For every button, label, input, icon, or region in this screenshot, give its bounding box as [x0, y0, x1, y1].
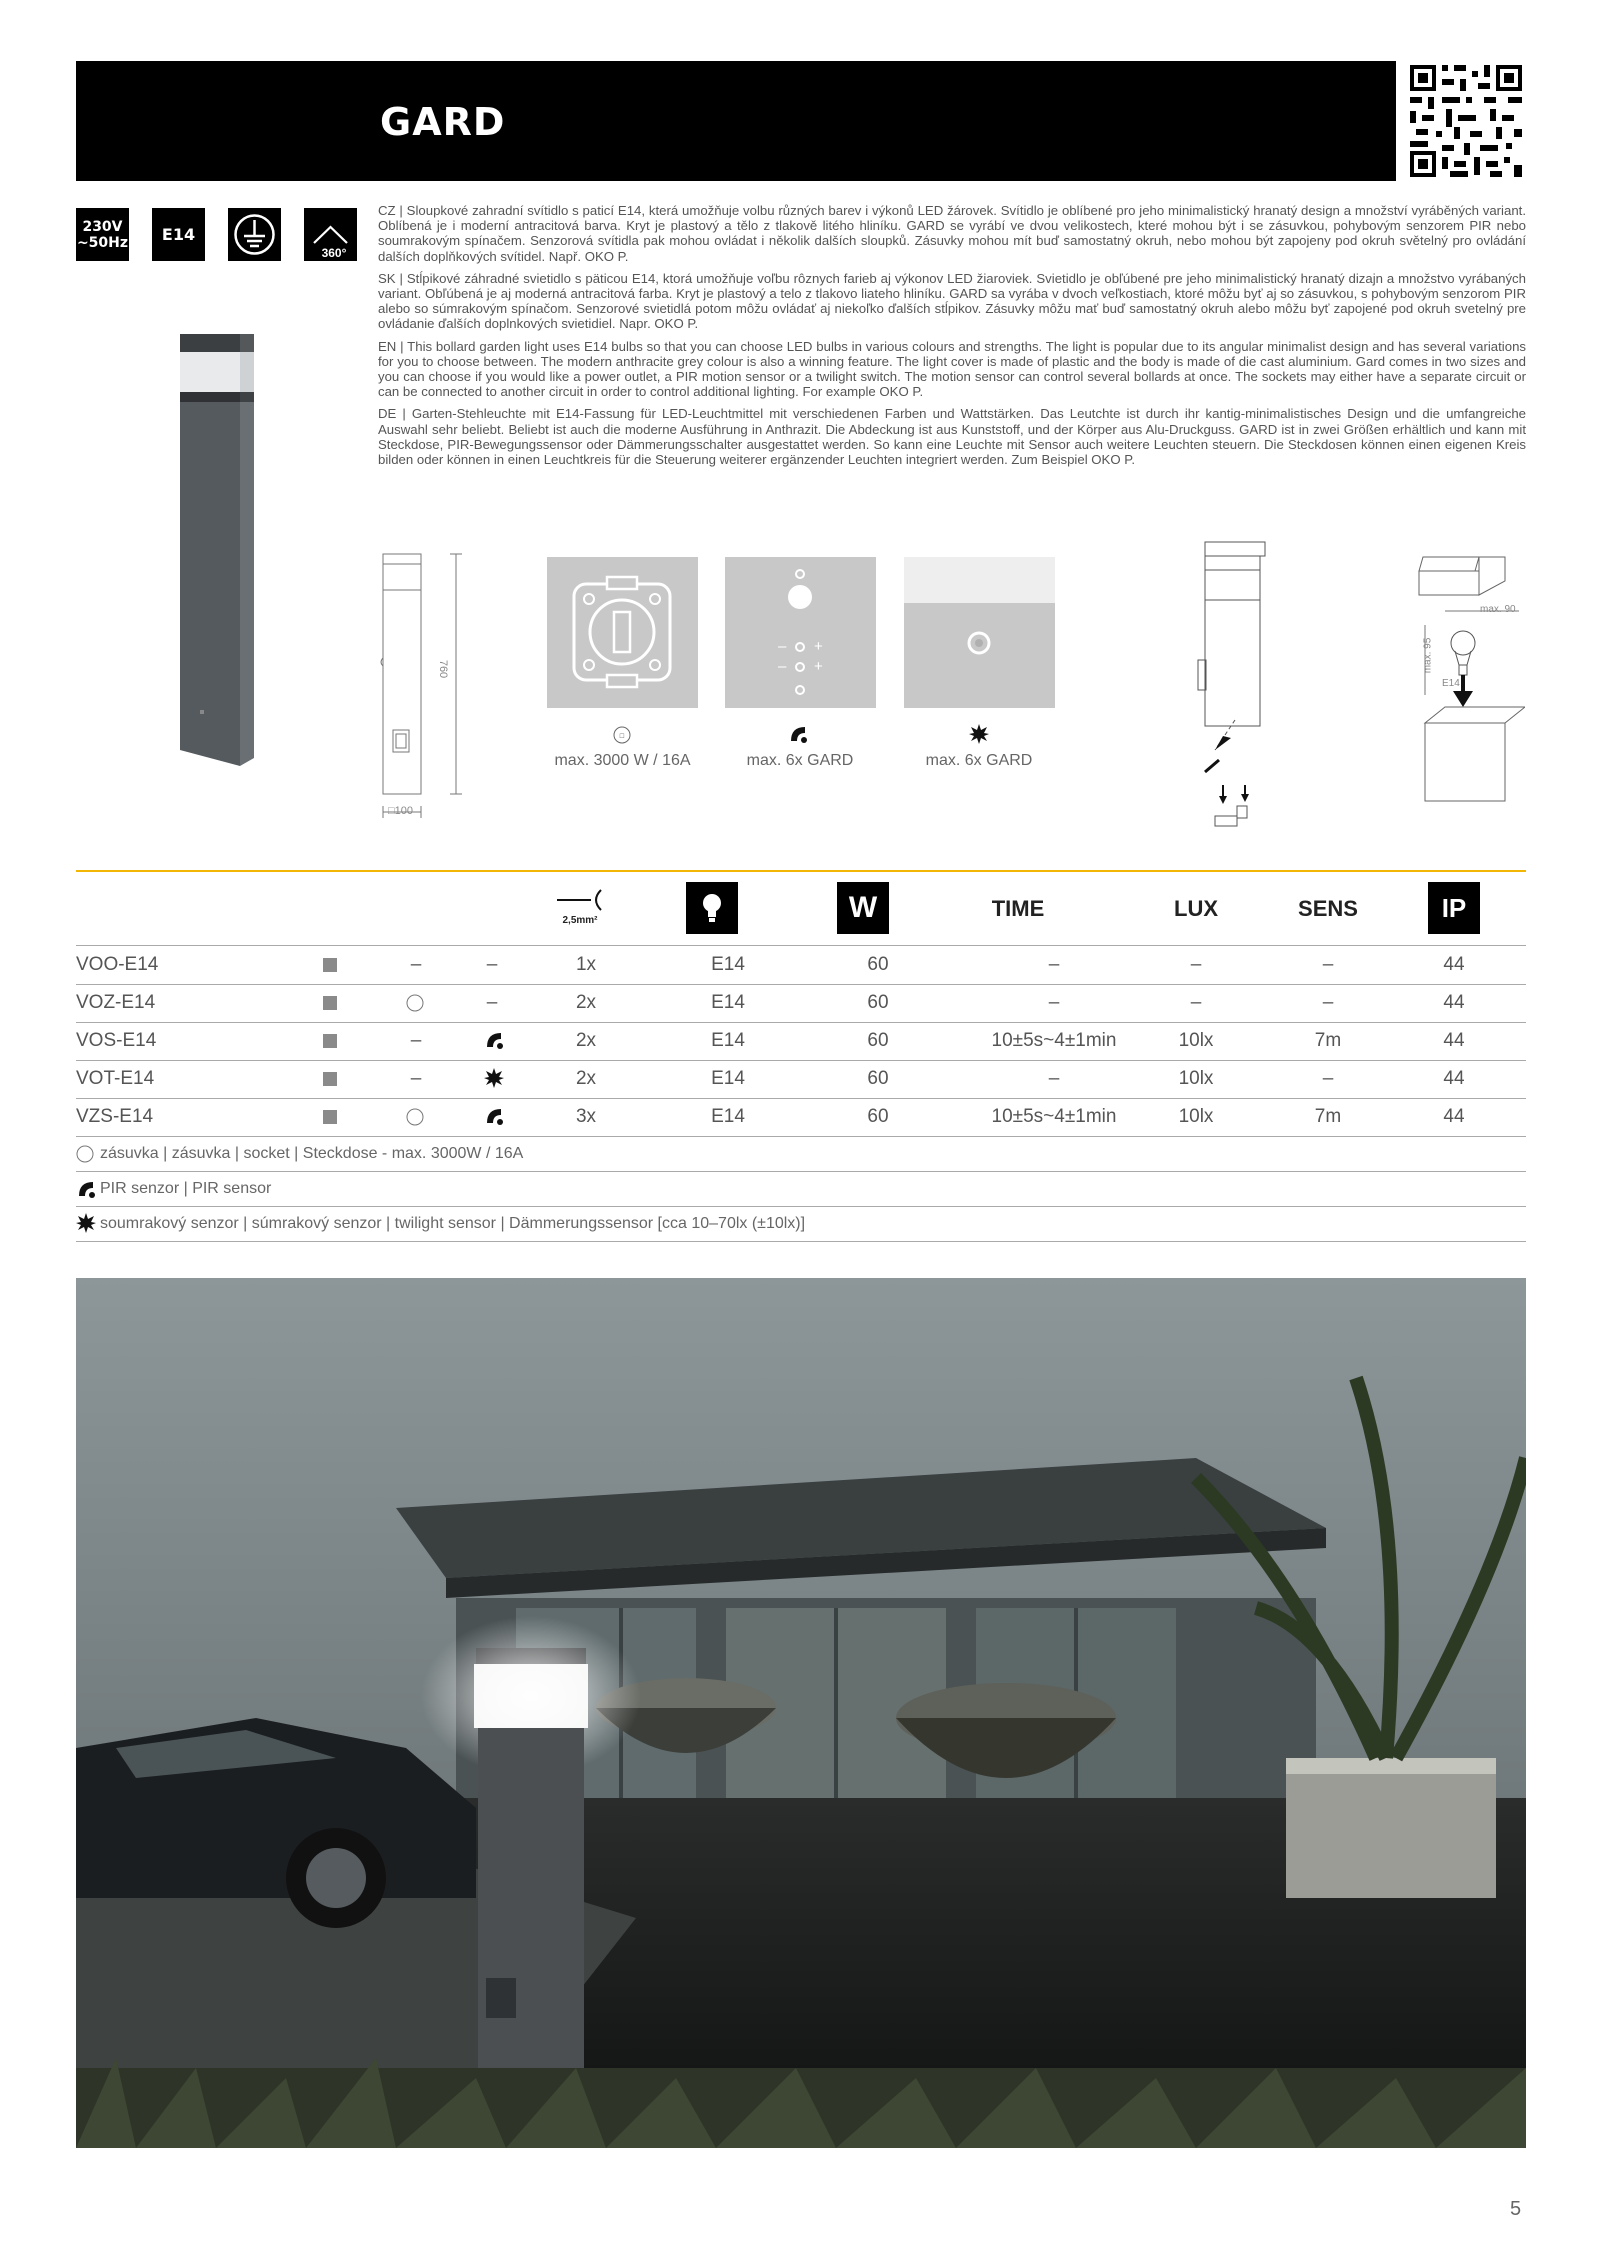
ip-cell: 44 — [1443, 1030, 1465, 1051]
bulb-header — [686, 882, 738, 934]
base-cell: E14 — [711, 954, 745, 975]
count-cell: 2x — [575, 1068, 597, 1089]
page-number: 5 — [1510, 2198, 1522, 2220]
ground-badge — [228, 208, 281, 261]
product-image — [170, 330, 280, 780]
pir-minus-1: – — [778, 638, 787, 655]
pir-minus-2: – — [778, 658, 787, 675]
watt-cell: 60 — [867, 1068, 889, 1089]
color-swatch — [323, 1110, 337, 1124]
description-sk: SK | Stĺpikové záhradné svietidlo s päticou E14, ktorá umožňuje voľbu rôznych farieb aj výkonov LED žiaroviek. Svietidlo je obľúbené pre jeho minimalistický hranatý dizajn a množstvo vyrábaných variant. Obľúbená je aj moderná antracitová farba. Kryt je plastový a telo z tlakovo liateho hliníku. GARD sa vyrába v dvoch veľkostiach, ktoré môžu byť aj so zásuvkou, s pohybovým senzorom PIR alebo so súmrakovým spínačom. Senzorové svietidlá potom môžu ovládať aj niekoľko ďalších stĺpikov. Zásuvky môžu mať buď samostatný okruh alebo môžu byť zapojené pod okruh svetelný pre ovládanie ďalších doplnkových svietidiel. Napr. OKO P. — [378, 270, 1526, 332]
time-cell: 10±5s~4±1min — [991, 1106, 1117, 1127]
count-cell: 1x — [575, 954, 597, 975]
page-title: GARD — [380, 100, 506, 144]
watt-cell: 60 — [867, 1106, 889, 1127]
qr-code-icon[interactable] — [1406, 61, 1526, 181]
sensor-cell: – — [486, 954, 498, 975]
socket-cell: – — [410, 1068, 422, 1089]
pir-small-icon — [788, 724, 808, 749]
color-swatch — [323, 996, 337, 1010]
lux-cell: – — [1190, 992, 1202, 1013]
ip-cell: 44 — [1443, 1106, 1465, 1127]
dimension-drawing — [370, 550, 480, 840]
time-cell: – — [1048, 1068, 1060, 1089]
garden-scene-photo — [76, 1278, 1526, 2148]
base-cell: E14 — [711, 1068, 745, 1089]
sens-header: SENS — [1298, 896, 1358, 921]
pir-sensor-icon — [725, 557, 876, 708]
sens-cell: 7m — [1314, 1106, 1342, 1127]
bulb-drawing — [1415, 555, 1525, 805]
angle-label: 360° — [314, 245, 354, 261]
socket-icon — [76, 1145, 94, 1163]
legend-socket — [76, 1137, 1526, 1172]
socket-icon — [547, 557, 698, 708]
voltage-badge: 230V ~50Hz — [76, 208, 129, 261]
legend-pir-text: PIR senzor | PIR sensor — [100, 1180, 272, 1197]
lux-cell: 10lx — [1178, 1068, 1214, 1089]
time-cell: – — [1048, 954, 1060, 975]
table-row — [76, 946, 1526, 985]
socket-small-icon — [613, 726, 631, 749]
pir-sensor-icon — [76, 1179, 96, 1199]
model-cell: VZS-E14 — [76, 1106, 154, 1127]
lux-header: LUX — [1174, 896, 1218, 921]
pir-plus-2: + — [814, 658, 823, 675]
pir-panel — [725, 557, 876, 708]
svg-text:☐: ☐ — [619, 734, 625, 740]
earth-ground-icon — [228, 208, 281, 261]
socket-cell: – — [410, 954, 422, 975]
table-row — [76, 1060, 1526, 1099]
pir-sensor-icon — [484, 1030, 504, 1050]
watt-cell: 60 — [867, 992, 889, 1013]
base-cell: E14 — [711, 1030, 745, 1051]
base-cell: E14 — [711, 1106, 745, 1127]
table-top-rule — [76, 870, 1526, 872]
table-row — [76, 1098, 1526, 1137]
description-en: EN | This bollard garden light uses E14 bulbs so that you can choose LED bulbs in various colours and strengths. The light is popular due to its angular minimalist design and has several variations for you to choose between. The modern anthracite grey colour is also a winning feature. The light cover is made of plastic and the body is made of die cast aluminium. Gard comes in two sizes and you can choose if you would like a power outlet, a PIR motion sensor or a twilight switch. The motion sensor can control several bollards at once. The sockets may either have a separate circuit or can be connected to another circuit in order to control additional lighting. For example OKO P. — [378, 338, 1526, 400]
twilight-small-icon — [969, 724, 989, 749]
sensor-cell: – — [486, 992, 498, 1013]
model-cell: VOT-E14 — [76, 1068, 155, 1089]
pir-plus-1: + — [814, 638, 823, 655]
lightbulb-icon — [697, 891, 727, 925]
ip-header: IP — [1428, 882, 1480, 934]
cable-icon — [555, 886, 605, 914]
ip-cell: 44 — [1443, 1068, 1465, 1089]
cable-header — [555, 886, 605, 926]
model-cell: VOZ-E14 — [76, 992, 156, 1013]
ip-cell: 44 — [1443, 954, 1465, 975]
socket-type-badge: E14 — [152, 208, 205, 261]
sens-cell: – — [1322, 954, 1334, 975]
table-row — [76, 984, 1526, 1023]
bulb-socket-label: E14 — [1442, 678, 1460, 689]
watt-cell: 60 — [867, 1030, 889, 1051]
description-cz: CZ | Sloupkové zahradní svítidlo s paticí E14, která umožňuje volbu různých barev i výkonů LED žárovek. Svítidlo je oblíbené pro jeho minimalistický hranatý design a množství vyráběných variant. Oblíbená je i moderní antracitová barva. Kryt je plastový a tělo z tlakově litého hliníku. GARD se vyrábí ve dvou velikostech, které mohou být i se zásuvkou, pohybovým senzorem PIR nebo soumrakovým spínačem. Senzorová svítidla pak mohou ovládat i několik dalších sloupků. Zásuvky mohou mít buď samostatný okruh, nebo mohou být zapojeny pod okruh světelný pro ovládání dalších doplňkových svítidel. Např. OKO P. — [378, 203, 1526, 264]
socket-caption: max. 3000 W / 16A — [554, 752, 691, 769]
legend-pir — [76, 1172, 1526, 1207]
time-cell: – — [1048, 992, 1060, 1013]
sens-cell: – — [1322, 992, 1334, 1013]
width-value: 100 — [394, 805, 414, 817]
bulb-height-label: max. 95 — [1422, 637, 1434, 674]
sens-cell: 7m — [1314, 1030, 1342, 1051]
base-cell: E14 — [711, 992, 745, 1013]
color-swatch — [323, 1034, 337, 1048]
height-dimension: 760 — [437, 659, 450, 679]
color-swatch — [323, 958, 337, 972]
product-descriptions — [378, 203, 1526, 474]
twilight-sensor-icon — [904, 557, 1055, 708]
description-de: DE | Garten-Stehleuchte mit E14-Fassung für LED-Leuchtmittel mit verschiedenen Farben und Wattstärken. Das Leutchte ist durch ihr kantig-minimalistisches Design und die umfangreiche Auswahl sehr beliebt. Beliebt ist auch die moderne Ausführung in Anthrazit. Die Abdeckung ist aus Kunststoff, und der Körper aus Alu-Druckguss. GARD ist in zwei Größen erhältlich und kann mit Steckdose, PIR-Bewegungssensor oder Dämmerungsschalter ausgestattet werden. So kann eine Leuchte mit Sensor auch weitere Leuchten steuern. Die Steckdosen können einen eigenen Kreis bilden oder können in einen Leuchtkreis für die Steuerung weiterer ergänzender Leuchten integriert werden. Zum Beispiel OKO P. — [378, 406, 1526, 468]
socket-panel — [547, 557, 698, 708]
model-cell: VOS-E14 — [76, 1030, 157, 1051]
header-bar — [76, 61, 1396, 181]
lux-cell: 10lx — [1178, 1030, 1214, 1051]
bulb-width-label: max. 90 — [1480, 604, 1516, 615]
twilight-sensor-icon — [76, 1213, 96, 1233]
legend-twilight — [76, 1207, 1526, 1242]
watt-cell: 60 — [867, 954, 889, 975]
twilight-sensor-icon — [484, 1068, 504, 1088]
table-row — [76, 1022, 1526, 1061]
cable-section-label: 2,5mm² — [562, 915, 598, 926]
time-cell: 10±5s~4±1min — [991, 1030, 1117, 1051]
socket-icon — [406, 994, 424, 1012]
lux-cell: – — [1190, 954, 1202, 975]
count-cell: 3x — [575, 1106, 597, 1127]
legend-twilight-text: soumrakový senzor | súmrakový senzor | twilight sensor | Dämmerungssensor [cca 10–70lx (±10lx)] — [100, 1215, 806, 1232]
count-cell: 2x — [575, 1030, 597, 1051]
socket-cell: – — [410, 1030, 422, 1051]
socket-icon — [406, 1108, 424, 1126]
twilight-panel — [904, 557, 1055, 708]
installation-drawing — [1195, 540, 1285, 840]
sens-cell: – — [1322, 1068, 1334, 1089]
watt-header: W — [837, 882, 889, 934]
model-cell: VOO-E14 — [76, 954, 159, 975]
pir-caption: max. 6x GARD — [746, 752, 854, 769]
lux-cell: 10lx — [1178, 1106, 1214, 1127]
ip-cell: 44 — [1443, 992, 1465, 1013]
pir-sensor-icon — [484, 1106, 504, 1126]
width-dimension: □100 — [388, 805, 414, 817]
time-header: TIME — [991, 896, 1045, 921]
legend-socket-text: zásuvka | zásuvka | socket | Steckdose - max. 3000W / 16A — [100, 1145, 524, 1162]
twilight-caption: max. 6x GARD — [925, 752, 1033, 769]
count-cell: 2x — [575, 992, 597, 1013]
color-swatch — [323, 1072, 337, 1086]
